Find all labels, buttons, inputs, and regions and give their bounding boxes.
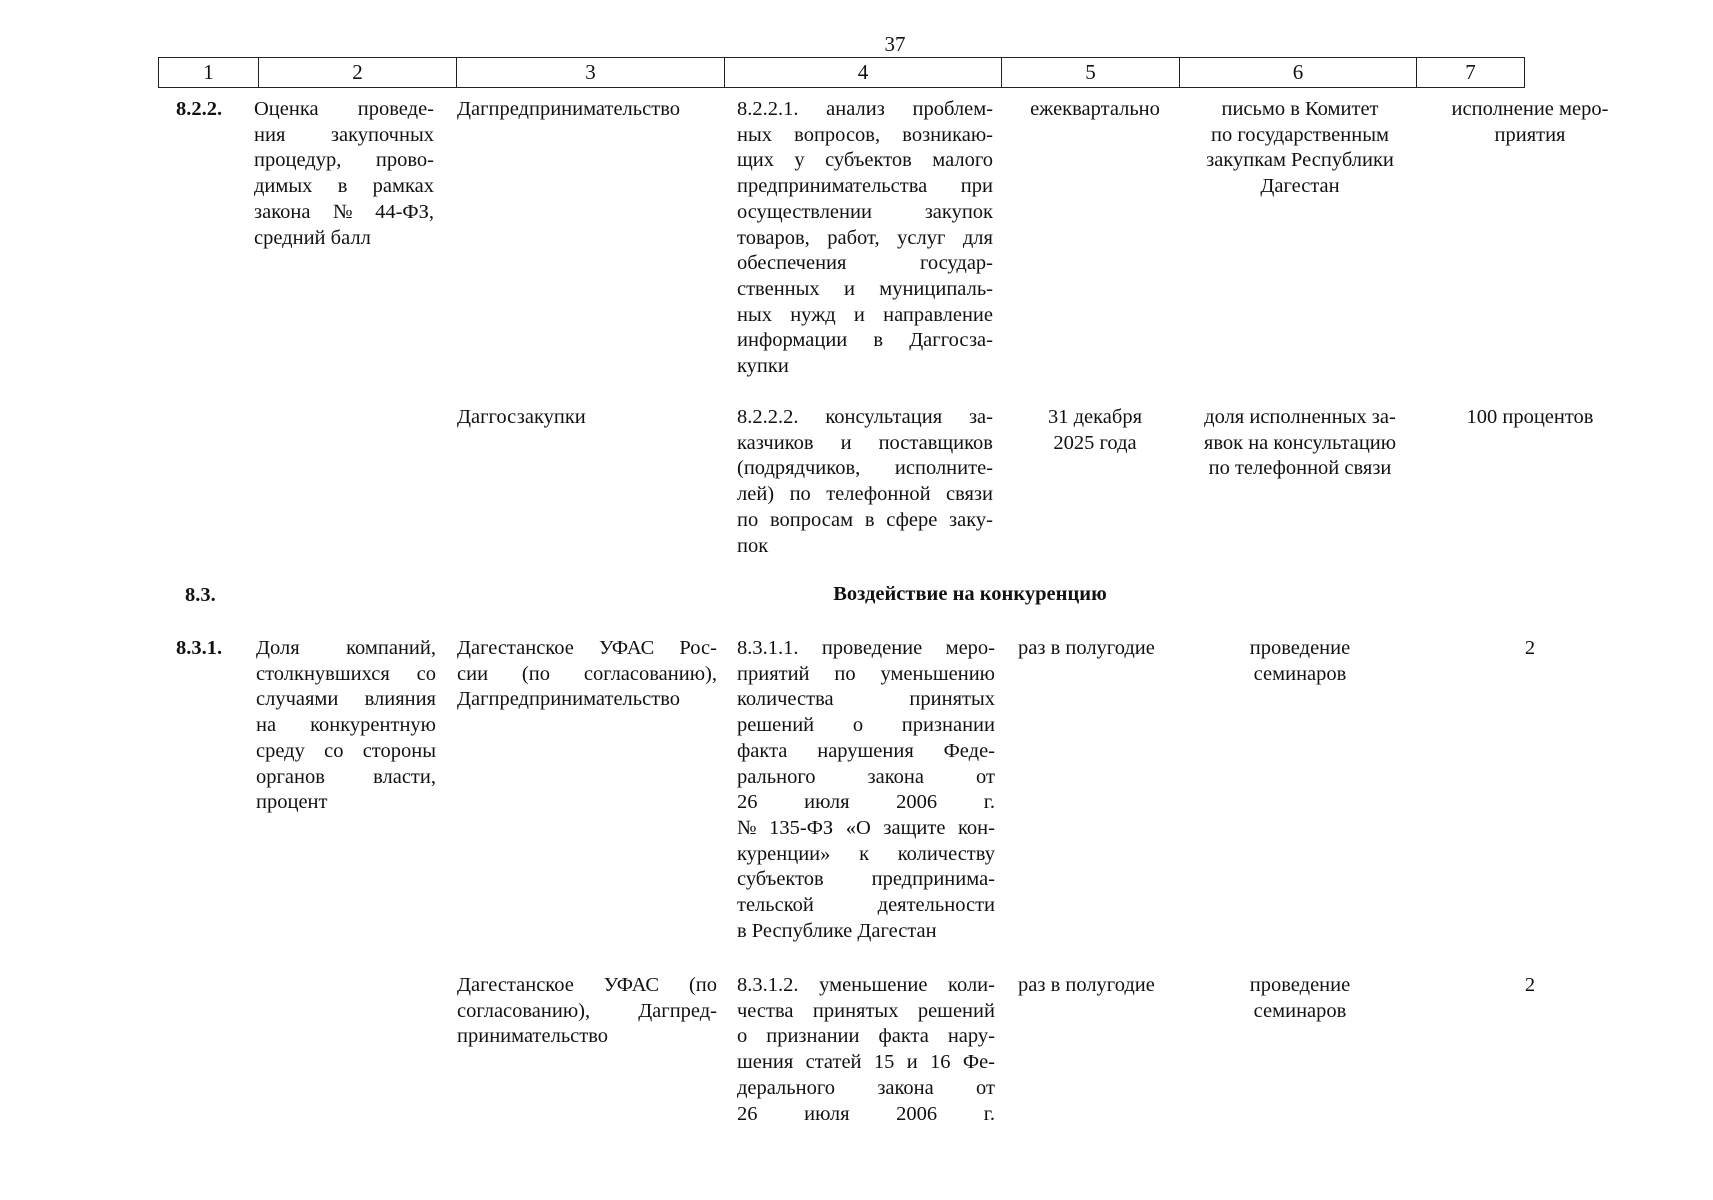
value-cell: 2 [1524,974,1536,996]
result-cell: проведение семинаров [1249,974,1351,1022]
result-cell: письмо в Комитет по государственным закупкам Республики Дагестан [1206,98,1394,198]
column-header-table [158,57,1525,88]
section-number: 8.3. [185,584,216,606]
result-cell: проведение семинаров [1249,637,1351,685]
column-header: 1 [159,58,259,88]
measure-cell: 8.2.2.1. анализ проблем- ных вопросов, возникаю- щих у субъектов малого предпринимательства при осуществлении закупок товаров, работ, услуг для обеспечения государ- ственных и муниципаль- ных нужд и направление информации в Даггосза- купки [737,98,993,378]
column-header: 4 [725,58,1002,88]
measure-cell: 8.3.1.2. уменьшение коли- чества принятых решений о признании факта нару- шения статей 15 и 16 Фе- дерального закона от 26 июля 2006 г. [737,974,995,1125]
indicator-cell: Доля компаний, столкнувшихся со случаями влияния на конкурентную среду со стороны органов власти, процент [256,637,436,814]
term-cell: раз в полугодие [1018,974,1155,996]
value-cell: исполнение меро- приятия [1451,98,1609,146]
column-header: 2 [259,58,457,88]
executor-cell: Дагестанское УФАС Рос- сии (по согласованию), Дагпредпринимательство [457,637,717,711]
column-header: 5 [1002,58,1180,88]
result-cell: доля исполненных за- явок на консультацию по телефонной связи [1203,406,1397,480]
measure-cell: 8.2.2.2. консультация за- казчиков и поставщиков (подрядчиков, исполните- лей) по телефонной связи по вопросам в сфере заку- пок [737,406,993,557]
column-header: 6 [1180,58,1417,88]
term-cell: 31 декабря 2025 года [1047,406,1142,454]
executor-cell: Дагпредпринимательство [457,98,680,120]
column-header-row [159,58,1525,88]
executor-cell: Дагестанское УФАС (по согласованию), Дагпред- принимательство [457,974,717,1048]
row-number: 8.2.2. [176,98,223,120]
page-number: 37 [884,32,906,56]
measure-cell: 8.3.1.1. проведение меро- приятий по уменьшению количества принятых решений о признании факта нарушения Феде- рального закона от 26 июля 2006 г. № 135-ФЗ «О защите кон- куренции» к количеству субъектов предпринима- тельской деятельности в Республике Дагестан [737,637,995,942]
value-cell: 100 процентов [1466,406,1594,428]
term-cell: ежеквартально [1030,98,1160,120]
indicator-cell: Оценка проведе- ния закупочных процедур, прово- димых в рамках закона № 44-ФЗ, средний балл [254,98,434,249]
section-title: Воздействие на конкуренцию [833,583,1107,605]
term-cell: раз в полугодие [1018,637,1155,659]
executor-cell: Даггосзакупки [457,406,586,428]
column-header: 7 [1417,58,1525,88]
value-cell: 2 [1524,637,1536,659]
row-number: 8.3.1. [176,637,223,659]
column-header: 3 [457,58,725,88]
